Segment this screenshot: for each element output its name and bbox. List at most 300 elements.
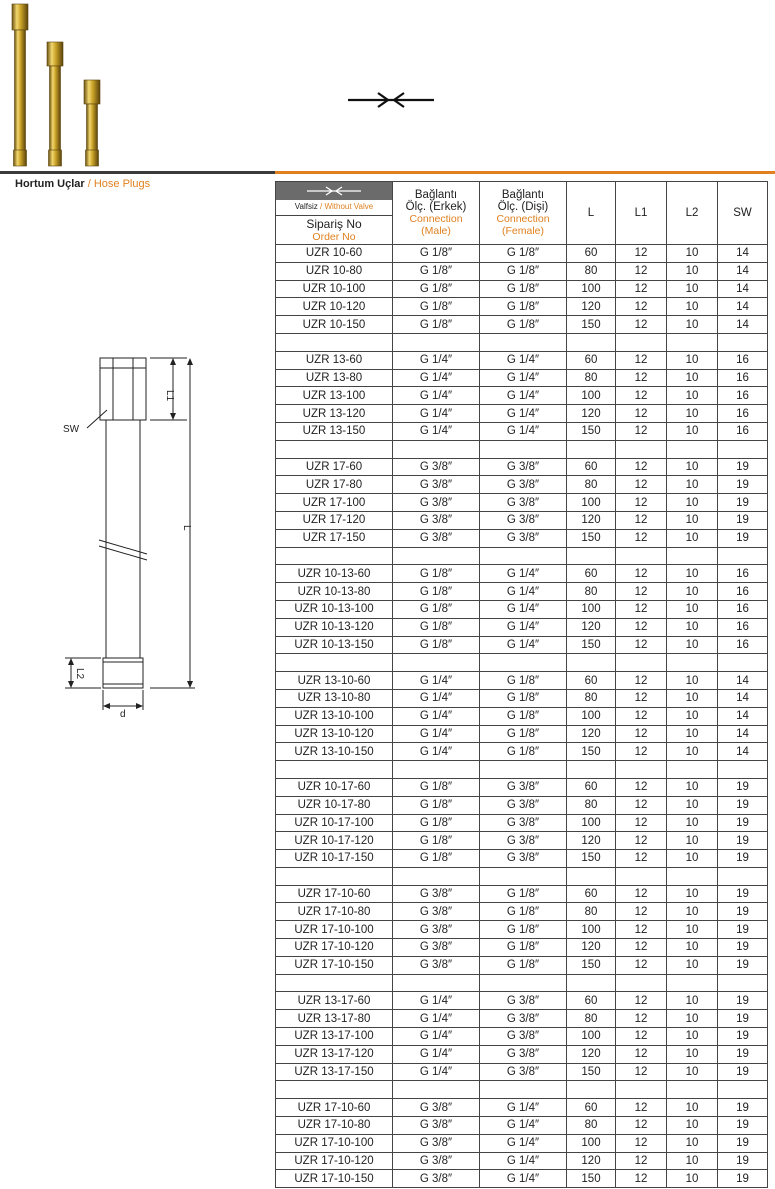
cell-male: G 1/8″ bbox=[393, 600, 480, 618]
cell-male: G 1/4″ bbox=[393, 387, 480, 405]
table-row bbox=[276, 903, 768, 921]
spacer-cell bbox=[616, 1081, 667, 1099]
spacer-cell bbox=[393, 654, 480, 672]
cell-l: 120 bbox=[567, 405, 616, 423]
section-title-en: Hose Plugs bbox=[93, 178, 151, 190]
spacer-cell bbox=[667, 547, 718, 565]
header-male-connection: Bağlantı Ölç. (Erkek) Connection (Male) bbox=[393, 182, 480, 245]
cell-sw: 19 bbox=[718, 1170, 768, 1188]
spacer-cell bbox=[276, 440, 393, 458]
cell-female: G 3/8″ bbox=[480, 1028, 567, 1046]
table-row bbox=[276, 939, 768, 957]
cell-l1: 12 bbox=[616, 583, 667, 601]
cell-female: G 1/8″ bbox=[480, 903, 567, 921]
table-row bbox=[276, 850, 768, 868]
cell-male: G 3/8″ bbox=[393, 476, 480, 494]
table-row bbox=[276, 565, 768, 583]
cell-l2: 10 bbox=[667, 1134, 718, 1152]
cell-male: G 1/8″ bbox=[393, 583, 480, 601]
cell-male: G 3/8″ bbox=[393, 1099, 480, 1117]
cell-female: G 3/8″ bbox=[480, 494, 567, 512]
technical-drawing bbox=[55, 350, 205, 720]
cell-sw: 14 bbox=[718, 743, 768, 761]
table-row bbox=[276, 1117, 768, 1135]
table-row bbox=[276, 778, 768, 796]
cell-female: G 1/4″ bbox=[480, 618, 567, 636]
cell-female: G 1/8″ bbox=[480, 689, 567, 707]
cell-female: G 1/4″ bbox=[480, 387, 567, 405]
cell-l2: 10 bbox=[667, 885, 718, 903]
spacer-cell bbox=[718, 440, 768, 458]
cell-sw: 19 bbox=[718, 921, 768, 939]
cell-l1: 12 bbox=[616, 1152, 667, 1170]
cell-female: G 1/8″ bbox=[480, 725, 567, 743]
cell-order-no: UZR 13-120 bbox=[276, 405, 393, 423]
table-row bbox=[276, 689, 768, 707]
cell-sw: 19 bbox=[718, 885, 768, 903]
cell-sw: 14 bbox=[718, 298, 768, 316]
table-row bbox=[276, 511, 768, 529]
cell-l2: 10 bbox=[667, 387, 718, 405]
cell-sw: 19 bbox=[718, 476, 768, 494]
spacer-cell bbox=[393, 761, 480, 779]
table-row bbox=[276, 672, 768, 690]
spacer-cell bbox=[276, 654, 393, 672]
table-row bbox=[276, 885, 768, 903]
cell-sw: 19 bbox=[718, 992, 768, 1010]
cell-l1: 12 bbox=[616, 387, 667, 405]
cell-l1: 12 bbox=[616, 618, 667, 636]
cell-order-no: UZR 13-10-80 bbox=[276, 689, 393, 707]
cell-sw: 19 bbox=[718, 814, 768, 832]
cell-order-no: UZR 10-13-150 bbox=[276, 636, 393, 654]
cell-l: 100 bbox=[567, 707, 616, 725]
cell-l1: 12 bbox=[616, 850, 667, 868]
cell-l: 60 bbox=[567, 672, 616, 690]
cell-l: 150 bbox=[567, 422, 616, 440]
cell-l1: 12 bbox=[616, 351, 667, 369]
cell-order-no: UZR 17-10-150 bbox=[276, 1170, 393, 1188]
spacer-cell bbox=[667, 440, 718, 458]
cell-male: G 1/4″ bbox=[393, 1063, 480, 1081]
table-row bbox=[276, 1134, 768, 1152]
cell-order-no: UZR 10-120 bbox=[276, 298, 393, 316]
cell-l2: 10 bbox=[667, 458, 718, 476]
cell-female: G 1/8″ bbox=[480, 262, 567, 280]
spacer-cell bbox=[276, 333, 393, 351]
cell-male: G 3/8″ bbox=[393, 1170, 480, 1188]
cell-l: 150 bbox=[567, 850, 616, 868]
group-spacer-row bbox=[276, 1081, 768, 1099]
spacer-cell bbox=[480, 1081, 567, 1099]
spec-table bbox=[275, 181, 768, 1188]
spacer-cell bbox=[718, 333, 768, 351]
spacer-cell bbox=[276, 974, 393, 992]
cell-female: G 1/8″ bbox=[480, 672, 567, 690]
cell-order-no: UZR 17-10-120 bbox=[276, 939, 393, 957]
cell-sw: 19 bbox=[718, 1117, 768, 1135]
spacer-cell bbox=[616, 867, 667, 885]
table-row bbox=[276, 387, 768, 405]
spacer-cell bbox=[480, 333, 567, 351]
cell-female: G 3/8″ bbox=[480, 796, 567, 814]
cell-l2: 10 bbox=[667, 262, 718, 280]
cell-l1: 12 bbox=[616, 1010, 667, 1028]
cell-female: G 1/4″ bbox=[480, 1134, 567, 1152]
cell-sw: 19 bbox=[718, 1028, 768, 1046]
cell-l: 150 bbox=[567, 743, 616, 761]
cell-female: G 3/8″ bbox=[480, 992, 567, 1010]
cell-female: G 1/8″ bbox=[480, 743, 567, 761]
group-spacer-row bbox=[276, 547, 768, 565]
cell-female: G 3/8″ bbox=[480, 850, 567, 868]
table-row bbox=[276, 351, 768, 369]
cell-l2: 10 bbox=[667, 1028, 718, 1046]
cell-order-no: UZR 17-10-120 bbox=[276, 1152, 393, 1170]
cell-female: G 1/4″ bbox=[480, 583, 567, 601]
cell-female: G 1/4″ bbox=[480, 369, 567, 387]
cell-l1: 12 bbox=[616, 494, 667, 512]
cell-sw: 16 bbox=[718, 405, 768, 423]
spacer-cell bbox=[718, 761, 768, 779]
cell-female: G 1/8″ bbox=[480, 921, 567, 939]
cell-l2: 10 bbox=[667, 1117, 718, 1135]
cell-l2: 10 bbox=[667, 725, 718, 743]
cell-female: G 1/8″ bbox=[480, 885, 567, 903]
spacer-cell bbox=[567, 654, 616, 672]
cell-sw: 16 bbox=[718, 583, 768, 601]
cell-l1: 12 bbox=[616, 939, 667, 957]
cell-l2: 10 bbox=[667, 796, 718, 814]
spacer-cell bbox=[567, 1081, 616, 1099]
cell-female: G 1/8″ bbox=[480, 956, 567, 974]
cell-female: G 1/4″ bbox=[480, 422, 567, 440]
spacer-cell bbox=[393, 547, 480, 565]
spacer-cell bbox=[718, 654, 768, 672]
cell-l2: 10 bbox=[667, 511, 718, 529]
cell-sw: 19 bbox=[718, 529, 768, 547]
cell-order-no: UZR 17-10-150 bbox=[276, 956, 393, 974]
cell-female: G 1/8″ bbox=[480, 298, 567, 316]
cell-sw: 14 bbox=[718, 245, 768, 263]
cell-male: G 1/8″ bbox=[393, 565, 480, 583]
cell-l1: 12 bbox=[616, 405, 667, 423]
cell-female: G 1/8″ bbox=[480, 316, 567, 334]
cell-l: 80 bbox=[567, 1117, 616, 1135]
cell-male: G 1/4″ bbox=[393, 405, 480, 423]
cell-sw: 16 bbox=[718, 565, 768, 583]
cell-male: G 1/4″ bbox=[393, 1045, 480, 1063]
label-l: L bbox=[181, 525, 192, 531]
spacer-cell bbox=[667, 867, 718, 885]
cell-sw: 19 bbox=[718, 850, 768, 868]
table-body bbox=[276, 245, 768, 1188]
cell-l1: 12 bbox=[616, 725, 667, 743]
cell-l1: 12 bbox=[616, 778, 667, 796]
cell-l2: 10 bbox=[667, 903, 718, 921]
cell-l: 120 bbox=[567, 298, 616, 316]
cell-order-no: UZR 17-10-60 bbox=[276, 1099, 393, 1117]
cell-order-no: UZR 13-17-150 bbox=[276, 1063, 393, 1081]
cell-sw: 19 bbox=[718, 939, 768, 957]
cell-l1: 12 bbox=[616, 262, 667, 280]
cell-l: 80 bbox=[567, 1010, 616, 1028]
spacer-cell bbox=[480, 440, 567, 458]
cell-l1: 12 bbox=[616, 422, 667, 440]
cell-female: G 1/8″ bbox=[480, 280, 567, 298]
cell-l2: 10 bbox=[667, 1170, 718, 1188]
group-spacer-row bbox=[276, 867, 768, 885]
cell-l2: 10 bbox=[667, 743, 718, 761]
cell-sw: 14 bbox=[718, 262, 768, 280]
cell-female: G 1/4″ bbox=[480, 1117, 567, 1135]
cell-male: G 1/8″ bbox=[393, 636, 480, 654]
cell-l2: 10 bbox=[667, 369, 718, 387]
cell-male: G 3/8″ bbox=[393, 939, 480, 957]
cell-female: G 3/8″ bbox=[480, 529, 567, 547]
cell-sw: 19 bbox=[718, 1063, 768, 1081]
group-spacer-row bbox=[276, 333, 768, 351]
table-row bbox=[276, 298, 768, 316]
cell-l2: 10 bbox=[667, 1045, 718, 1063]
cell-order-no: UZR 10-17-120 bbox=[276, 832, 393, 850]
cell-order-no: UZR 13-10-120 bbox=[276, 725, 393, 743]
cell-sw: 16 bbox=[718, 422, 768, 440]
spacer-cell bbox=[616, 974, 667, 992]
cell-l1: 12 bbox=[616, 672, 667, 690]
spacer-cell bbox=[718, 867, 768, 885]
cell-male: G 1/4″ bbox=[393, 1028, 480, 1046]
cell-male: G 3/8″ bbox=[393, 458, 480, 476]
cell-male: G 1/4″ bbox=[393, 422, 480, 440]
cell-l1: 12 bbox=[616, 1063, 667, 1081]
cell-l: 120 bbox=[567, 1045, 616, 1063]
cell-l: 100 bbox=[567, 600, 616, 618]
cell-sw: 14 bbox=[718, 316, 768, 334]
cell-sw: 19 bbox=[718, 1010, 768, 1028]
cell-sw: 14 bbox=[718, 689, 768, 707]
cell-order-no: UZR 17-10-60 bbox=[276, 885, 393, 903]
cell-female: G 3/8″ bbox=[480, 458, 567, 476]
cell-female: G 3/8″ bbox=[480, 1063, 567, 1081]
cell-l1: 12 bbox=[616, 1099, 667, 1117]
cell-l1: 12 bbox=[616, 280, 667, 298]
spacer-cell bbox=[718, 974, 768, 992]
cell-sw: 19 bbox=[718, 1099, 768, 1117]
cell-l: 120 bbox=[567, 725, 616, 743]
header-l: L bbox=[567, 182, 616, 245]
table-row bbox=[276, 583, 768, 601]
table-row bbox=[276, 618, 768, 636]
header-valve-type: Valfsiz / Without Valve bbox=[294, 202, 374, 211]
spacer-cell bbox=[567, 333, 616, 351]
cell-order-no: UZR 10-17-60 bbox=[276, 778, 393, 796]
cell-l2: 10 bbox=[667, 245, 718, 263]
cell-l2: 10 bbox=[667, 298, 718, 316]
cell-l1: 12 bbox=[616, 1028, 667, 1046]
cell-order-no: UZR 10-150 bbox=[276, 316, 393, 334]
cell-l2: 10 bbox=[667, 672, 718, 690]
table-row bbox=[276, 316, 768, 334]
table-row bbox=[276, 458, 768, 476]
cell-male: G 3/8″ bbox=[393, 494, 480, 512]
cell-l2: 10 bbox=[667, 422, 718, 440]
group-spacer-row bbox=[276, 654, 768, 672]
cell-male: G 1/8″ bbox=[393, 814, 480, 832]
cell-order-no: UZR 10-13-80 bbox=[276, 583, 393, 601]
section-title: Hortum Uçlar / Hose Plugs bbox=[15, 178, 151, 190]
cell-order-no: UZR 13-17-120 bbox=[276, 1045, 393, 1063]
cell-l2: 10 bbox=[667, 600, 718, 618]
cell-l2: 10 bbox=[667, 939, 718, 957]
spacer-cell bbox=[480, 867, 567, 885]
cell-female: G 3/8″ bbox=[480, 814, 567, 832]
table-row bbox=[276, 1010, 768, 1028]
cell-sw: 19 bbox=[718, 956, 768, 974]
cell-female: G 3/8″ bbox=[480, 511, 567, 529]
table-row bbox=[276, 636, 768, 654]
cell-l1: 12 bbox=[616, 921, 667, 939]
cell-order-no: UZR 13-150 bbox=[276, 422, 393, 440]
cell-l: 60 bbox=[567, 778, 616, 796]
cell-l: 80 bbox=[567, 476, 616, 494]
cell-female: G 1/8″ bbox=[480, 939, 567, 957]
spacer-cell bbox=[616, 440, 667, 458]
spacer-cell bbox=[393, 440, 480, 458]
cell-l: 80 bbox=[567, 689, 616, 707]
table-row bbox=[276, 725, 768, 743]
cell-l1: 12 bbox=[616, 689, 667, 707]
spacer-cell bbox=[667, 654, 718, 672]
cell-male: G 1/8″ bbox=[393, 796, 480, 814]
spacer-cell bbox=[616, 547, 667, 565]
group-spacer-row bbox=[276, 440, 768, 458]
group-spacer-row bbox=[276, 974, 768, 992]
table-row bbox=[276, 280, 768, 298]
cell-female: G 1/4″ bbox=[480, 1099, 567, 1117]
cell-l2: 10 bbox=[667, 778, 718, 796]
label-d: d bbox=[120, 709, 126, 720]
cell-l: 120 bbox=[567, 939, 616, 957]
cell-male: G 3/8″ bbox=[393, 511, 480, 529]
cell-l2: 10 bbox=[667, 814, 718, 832]
cell-sw: 16 bbox=[718, 618, 768, 636]
header-sw: SW bbox=[718, 182, 768, 245]
cell-order-no: UZR 17-120 bbox=[276, 511, 393, 529]
cell-order-no: UZR 10-13-60 bbox=[276, 565, 393, 583]
coupling-header-icon bbox=[276, 182, 392, 200]
cell-female: G 3/8″ bbox=[480, 832, 567, 850]
cell-l1: 12 bbox=[616, 1117, 667, 1135]
spacer-cell bbox=[276, 1081, 393, 1099]
cell-sw: 19 bbox=[718, 494, 768, 512]
cell-sw: 19 bbox=[718, 511, 768, 529]
cell-l2: 10 bbox=[667, 921, 718, 939]
table-row bbox=[276, 1152, 768, 1170]
cell-order-no: UZR 17-60 bbox=[276, 458, 393, 476]
cell-order-no: UZR 17-10-100 bbox=[276, 921, 393, 939]
cell-l: 100 bbox=[567, 814, 616, 832]
cell-male: G 1/8″ bbox=[393, 778, 480, 796]
table-row bbox=[276, 956, 768, 974]
table-header-row bbox=[276, 182, 768, 245]
cell-l: 150 bbox=[567, 316, 616, 334]
cell-order-no: UZR 13-17-80 bbox=[276, 1010, 393, 1028]
cell-sw: 19 bbox=[718, 1045, 768, 1063]
cell-l1: 12 bbox=[616, 903, 667, 921]
header-l1: L1 bbox=[616, 182, 667, 245]
table-row bbox=[276, 529, 768, 547]
cell-sw: 19 bbox=[718, 778, 768, 796]
cell-order-no: UZR 13-10-150 bbox=[276, 743, 393, 761]
cell-l: 60 bbox=[567, 565, 616, 583]
cell-male: G 1/4″ bbox=[393, 707, 480, 725]
group-spacer-row bbox=[276, 761, 768, 779]
spacer-cell bbox=[276, 867, 393, 885]
cell-male: G 1/8″ bbox=[393, 316, 480, 334]
cell-order-no: UZR 13-10-100 bbox=[276, 707, 393, 725]
cell-male: G 1/4″ bbox=[393, 743, 480, 761]
cell-sw: 16 bbox=[718, 636, 768, 654]
cell-l: 100 bbox=[567, 921, 616, 939]
cell-female: G 1/8″ bbox=[480, 245, 567, 263]
spacer-cell bbox=[567, 761, 616, 779]
cell-l2: 10 bbox=[667, 850, 718, 868]
spacer-cell bbox=[393, 333, 480, 351]
cell-l2: 10 bbox=[667, 1063, 718, 1081]
cell-order-no: UZR 17-150 bbox=[276, 529, 393, 547]
cell-l: 100 bbox=[567, 387, 616, 405]
spacer-cell bbox=[567, 867, 616, 885]
cell-order-no: UZR 13-17-100 bbox=[276, 1028, 393, 1046]
cell-order-no: UZR 17-10-80 bbox=[276, 1117, 393, 1135]
table-row bbox=[276, 245, 768, 263]
cell-sw: 14 bbox=[718, 672, 768, 690]
coupling-symbol-icon bbox=[346, 90, 436, 110]
cell-sw: 19 bbox=[718, 1134, 768, 1152]
cell-order-no: UZR 17-80 bbox=[276, 476, 393, 494]
cell-l2: 10 bbox=[667, 583, 718, 601]
cell-l2: 10 bbox=[667, 494, 718, 512]
table-row bbox=[276, 992, 768, 1010]
spacer-cell bbox=[276, 547, 393, 565]
cell-l2: 10 bbox=[667, 476, 718, 494]
section-title-tr: Hortum Uçlar bbox=[15, 178, 85, 190]
cell-l: 60 bbox=[567, 992, 616, 1010]
table-row bbox=[276, 422, 768, 440]
cell-sw: 14 bbox=[718, 280, 768, 298]
table-row bbox=[276, 369, 768, 387]
spacer-cell bbox=[667, 974, 718, 992]
spacer-cell bbox=[718, 1081, 768, 1099]
spacer-cell bbox=[567, 547, 616, 565]
cell-l2: 10 bbox=[667, 618, 718, 636]
cell-male: G 1/8″ bbox=[393, 832, 480, 850]
spacer-cell bbox=[393, 974, 480, 992]
cell-male: G 1/8″ bbox=[393, 618, 480, 636]
cell-order-no: UZR 10-100 bbox=[276, 280, 393, 298]
table-row bbox=[276, 1045, 768, 1063]
cell-male: G 1/8″ bbox=[393, 245, 480, 263]
cell-order-no: UZR 17-10-100 bbox=[276, 1134, 393, 1152]
spacer-cell bbox=[480, 654, 567, 672]
spacer-cell bbox=[667, 333, 718, 351]
table-row bbox=[276, 600, 768, 618]
cell-l2: 10 bbox=[667, 992, 718, 1010]
table-row bbox=[276, 707, 768, 725]
cell-l: 100 bbox=[567, 1028, 616, 1046]
cell-l1: 12 bbox=[616, 814, 667, 832]
